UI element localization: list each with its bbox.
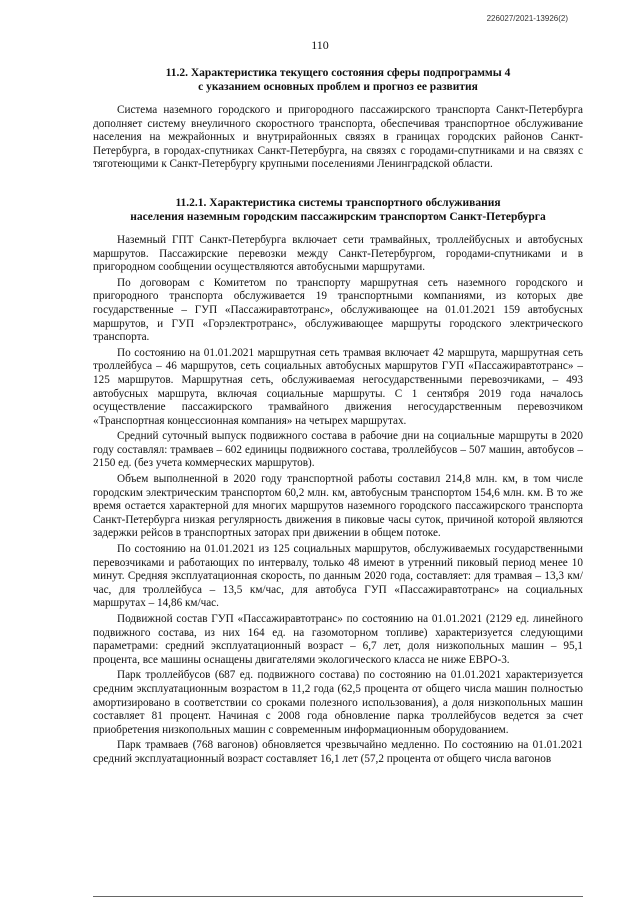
- section-title-line2: с указанием основных проблем и прогноз ее развития: [198, 81, 478, 93]
- body-paragraph: Объем выполненной в 2020 году транспортной работы составил 214,8 млн. км, в том числе городским электрическим транспортом 60,2 млн. км, автобусным транспортом 154,6 млн. км. В то же время остается характерной для многих маршрутов наземного городского пассажирского транспорта Санкт-Петербурга низкая регулярность движения в пиковые часы суток, причиной которой являются задержки рейсов в транспортных заторах при движении в общем потоке.: [93, 473, 583, 540]
- subsection-title-line2: населения наземным городским пассажирским транспортом Санкт-Петербурга: [130, 210, 546, 223]
- section-heading: [93, 66, 583, 94]
- body-paragraph: Подвижной состав ГУП «Пассажиравтотранс» по состоянию на 01.01.2021 (2129 ед. линейного подвижного состава, из них 164 ед. на газомоторном топливе) характеризуется следующими параметрами: средний эксплуатационный возраст – 6,7 лет, доля низкопольных машин – 95,1 процента, все машины оснащены двигателями экологического класса не ниже ЕВРО-3.: [93, 613, 583, 666]
- section-title-line1: 11.2. Характеристика текущего состояния сферы подпрограммы 4: [165, 67, 511, 79]
- subsection-title-line1: 11.2.1. Характеристика системы транспортного обслуживания: [175, 196, 501, 209]
- section-intro-paragraph: Система наземного городского и пригородного пассажирского транспорта Санкт-Петербурга дополняет систему внеуличного скоростного транспорта, обеспечивая транспортное обслуживание населения на межрайонных и внутрирайонных связях в границах городских районов Санкт-Петербурга, в городах-спутниках Санкт-Петербурга, на связях с городами-спутниками и на связях с тяготеющими к Санкт-Петербургу крупными поселениями Ленинградской области.: [93, 104, 583, 171]
- bottom-divider: [93, 896, 583, 897]
- body-paragraph: Парк троллейбусов (687 ед. подвижного состава) по состоянию на 01.01.2021 характеризуется средним эксплуатационным возрастом в 11,2 года (62,5 процента от общего числа машин полностью амортизировано в соответствии со сроками полезного использования), а доля низкопольных машин составляет 81 процент. Начиная с 2008 года обновление парка троллейбусов ведется за счет приобретения низкопольных машин с современным информационным оборудованием.: [93, 669, 583, 736]
- page-content: [93, 66, 583, 769]
- body-paragraph: Средний суточный выпуск подвижного состава в рабочие дни на социальные маршруты в 2020 году составлял: трамваев – 602 единицы подвижного состава, троллейбусов – 507 машин, автобусов – 2150 ед. (без учета коммерческих маршрутов).: [93, 430, 583, 470]
- body-paragraph: Парк трамваев (768 вагонов) обновляется чрезвычайно медленно. По состоянию на 01.01.2021 средний эксплуатационный возраст составляет 16,1 лет (57,2 процента от общего числа вагонов: [93, 739, 583, 765]
- body-paragraph: По состоянию на 01.01.2021 из 125 социальных маршрутов, обслуживаемых государственными перевозчиками и работающих по интервалу, только 48 имеют в утренний пиковый период менее 10 минут. Средняя эксплуатационная скорость, по данным 2020 года, составляет: для трамвая – 13,3 км/час, для троллейбуса – 13,5 км/час, для автобуса ГУП «Пассажиравтотранс» на социальных маршрутах – 14,86 км/час.: [93, 543, 583, 610]
- subsection-heading: [93, 196, 583, 224]
- document-number: 226027/2021-13926(2): [486, 14, 568, 23]
- body-paragraph: Наземный ГПТ Санкт-Петербурга включает сети трамвайных, троллейбусных и автобусных маршрутов. Пассажирские перевозки между Санкт-Петербургом, городами-спутниками и в пригородном сообщении осуществляются автобусными маршрутами.: [93, 233, 583, 274]
- page-number: 110: [311, 38, 329, 52]
- body-paragraph: По состоянию на 01.01.2021 маршрутная сеть трамвая включает 42 маршрута, маршрутная сеть троллейбуса – 46 маршрутов, сеть социальных автобусных маршрутов ГУП «Пассажиравтотранс» – 125 маршрутов. Маршрутная сеть, обслуживаемая негосударственными перевозчиками, – 493 автобусных маршрута, включая социальные маршруты. С 1 сентября 2019 года началось осуществление пассажирского трамвайного движения негосударственным перевозчиком «Транспортная концессионная компания» на четырех маршрутах.: [93, 346, 583, 427]
- body-paragraph: По договорам с Комитетом по транспорту маршрутная сеть наземного городского и пригородного транспорта обслуживается 19 транспортными компаниями, из которых две государственные – ГУП «Пассажиравтотранс», обслуживающее на 01.01.2021 159 автобусных маршрутов, и ГУП «Горэлектротранс», обслуживающее маршруты городского электрического транспорта.: [93, 276, 583, 344]
